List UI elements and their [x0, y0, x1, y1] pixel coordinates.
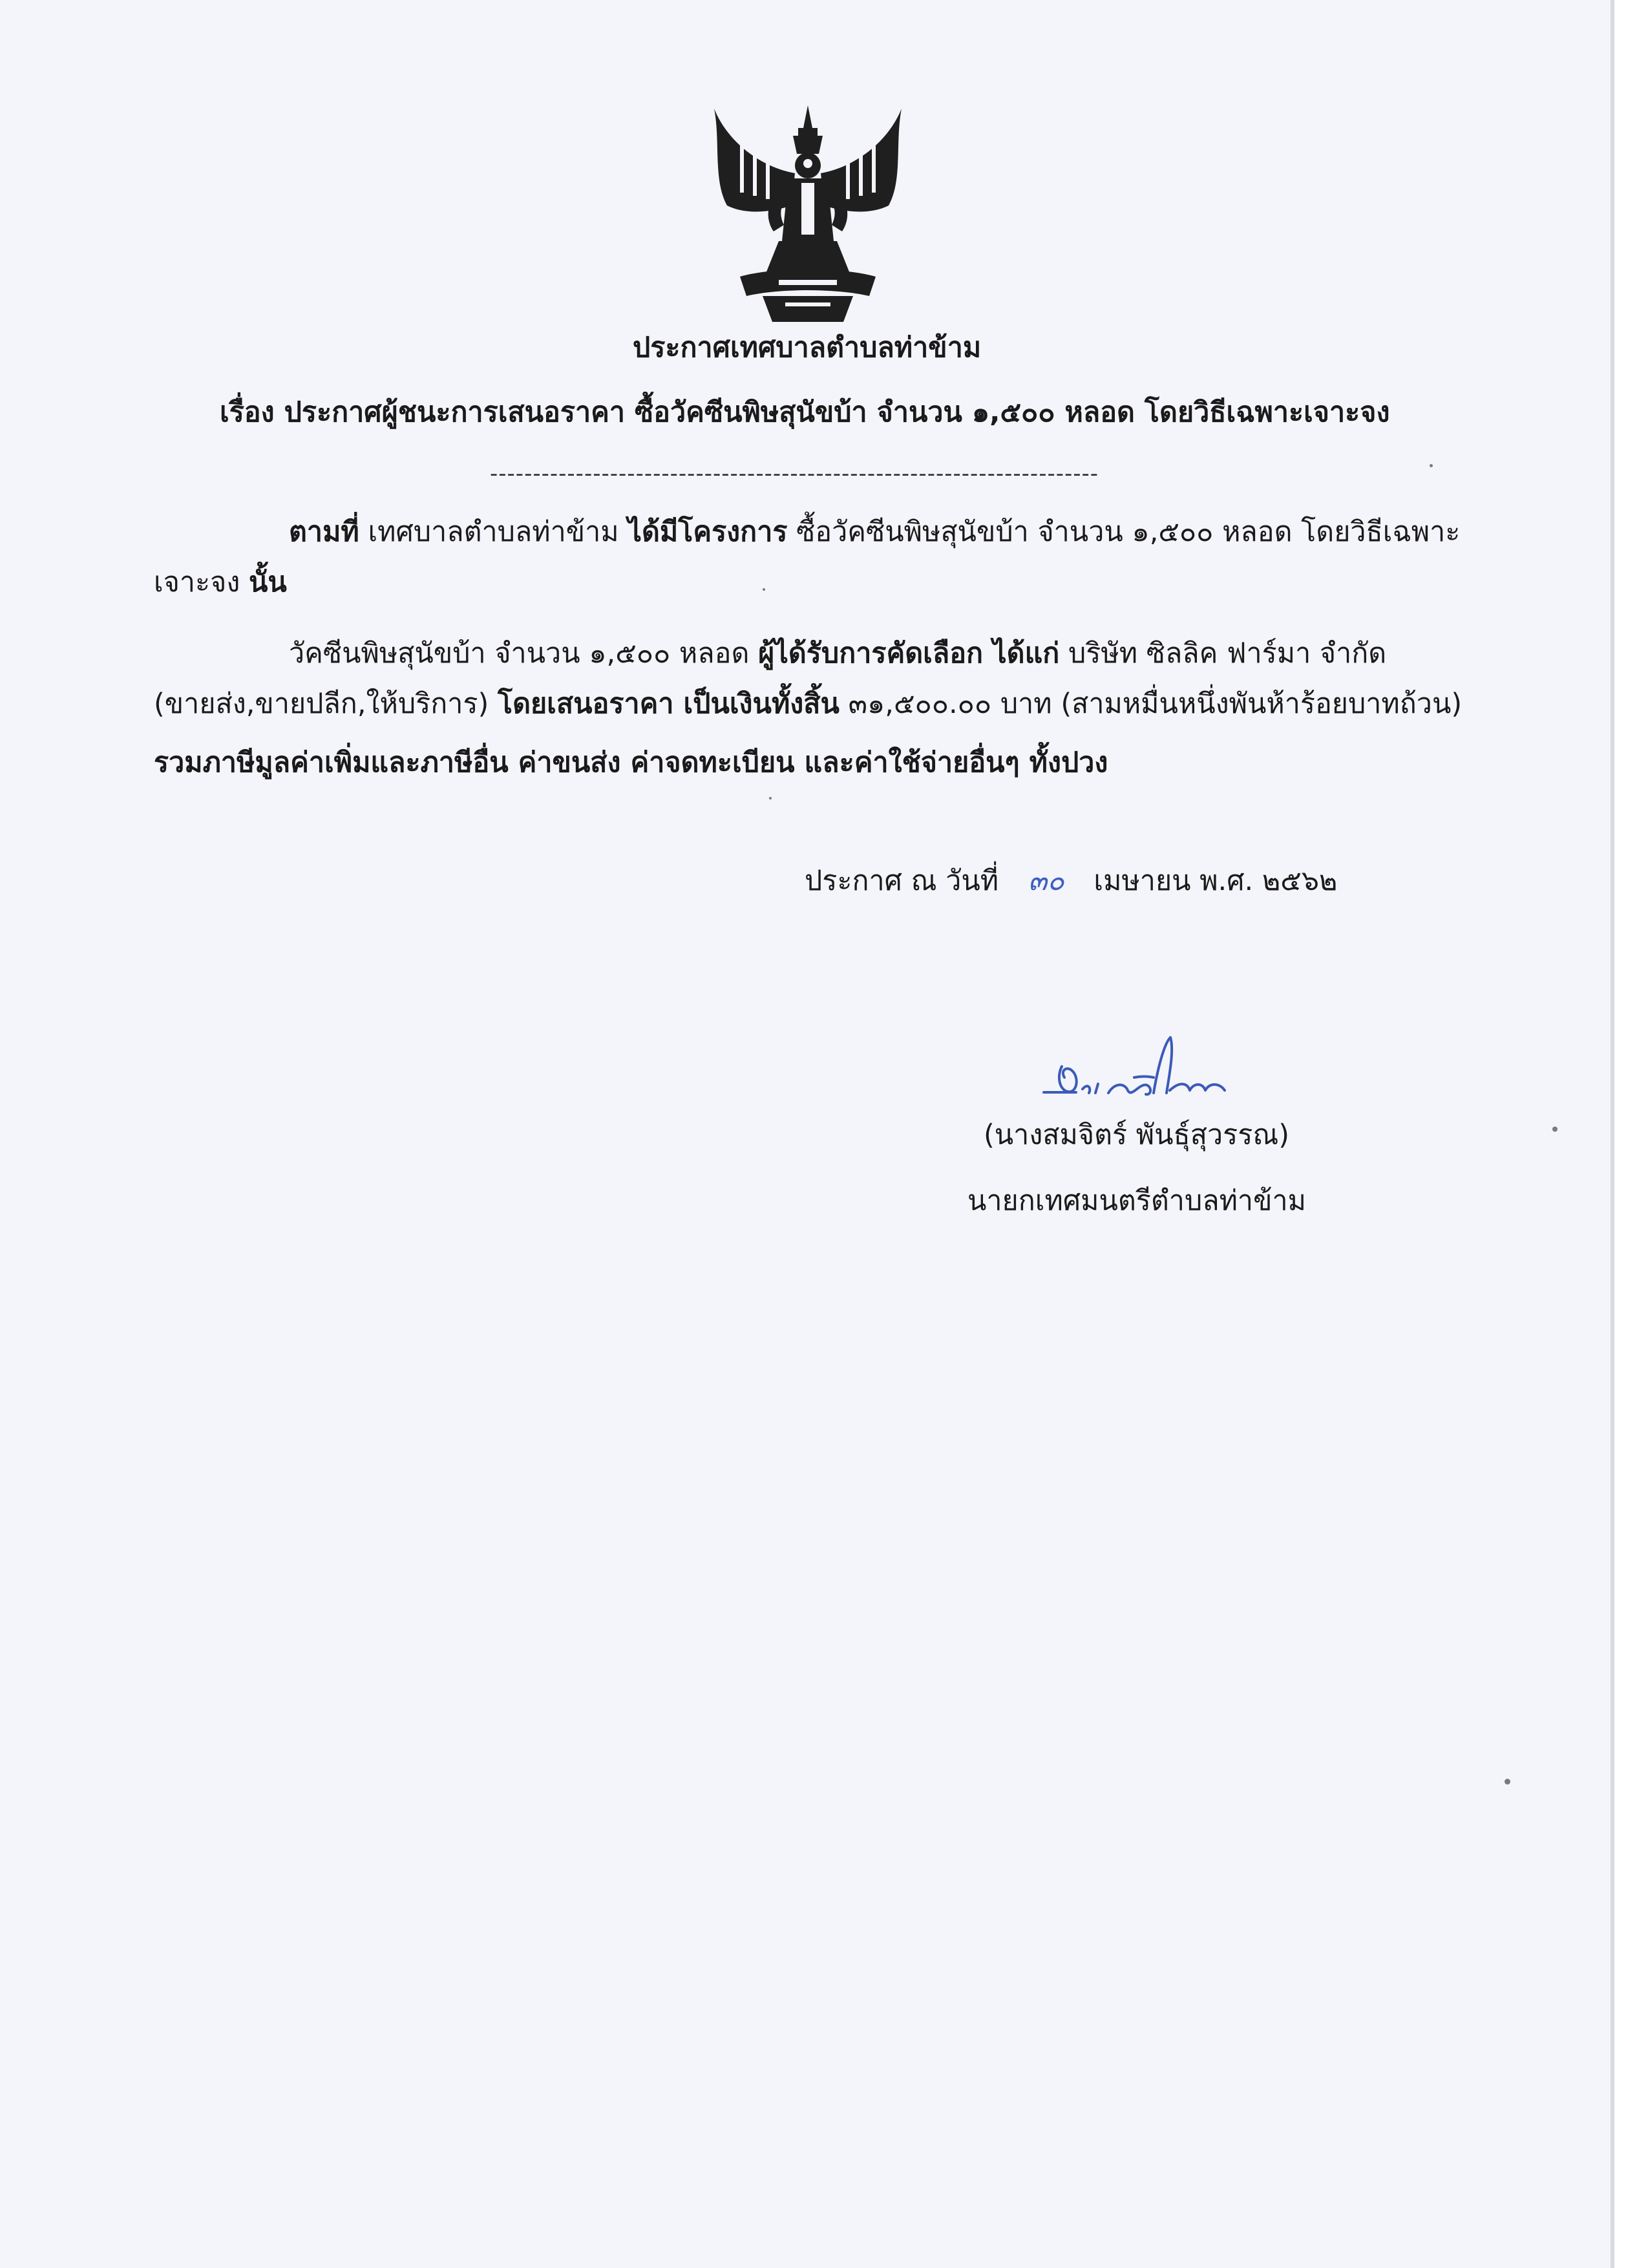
p2-offer-label: โดยเสนอราคา เป็นเงินทั้งสิ้น [497, 688, 840, 720]
header-divider: ----------------------------------------------------------------------- [490, 461, 1099, 487]
signature-icon [1037, 1031, 1244, 1115]
p2-amount-words: (สามหมื่นหนึ่งพันห้าร้อยบาทถ้วน) [1061, 688, 1463, 720]
scan-speck [763, 588, 765, 591]
p1-line2-text: เจาะจง [154, 566, 240, 599]
announcement-date [805, 862, 1337, 900]
paragraph-2-line-2 [154, 684, 1462, 723]
paragraph-1-line-1 [289, 513, 1460, 551]
p1-project-label: ได้มีโครงการ [628, 516, 788, 548]
p2-amount: ๓๑,๕๐๐.๐๐ [848, 688, 992, 720]
scan-speck [769, 797, 772, 800]
scan-speck [1505, 1779, 1510, 1785]
scan-speck [1430, 464, 1433, 467]
p2-selected-label: ผู้ได้รับการคัดเลือก ได้แก่ [758, 637, 1060, 670]
signatory-name: (นางสมจิตร์ พันธุ์สุวรรณ) [984, 1119, 1290, 1151]
p1-lead: ตามที่ [289, 516, 359, 548]
date-day: ๓๐ [1028, 865, 1064, 897]
document-title: ประกาศเทศบาลตำบลท่าข้าม [633, 332, 982, 364]
paragraph-2-line-1 [289, 634, 1386, 673]
p2-currency: บาท [1000, 688, 1052, 720]
p2-item: วัคซีนพิษสุนัขบ้า จำนวน ๑,๕๐๐ หลอด [289, 637, 750, 670]
paragraph-1-line-2 [154, 563, 287, 602]
document-subject [220, 393, 1389, 432]
subject-label: เรื่อง [220, 396, 275, 429]
scan-edge [1611, 0, 1614, 2268]
subject-text: ประกาศผู้ชนะการเสนอราคา ซื้อวัคซีนพิษสุนัขบ้า จำนวน ๑,๕๐๐ หลอด โดยวิธีเฉพาะเจาะจง [284, 396, 1390, 429]
scan-speck [1552, 1127, 1558, 1132]
paragraph-2-line-3: รวมภาษีมูลค่าเพิ่มและภาษีอื่น ค่าขนส่ง ค่าจดทะเบียน และค่าใช้จ่ายอื่นๆ ทั้งปวง [154, 747, 1108, 779]
p1-org: เทศบาลตำบลท่าข้าม [368, 516, 619, 548]
date-label: ประกาศ ณ วันที่ [805, 865, 999, 897]
garuda-emblem-icon [701, 102, 914, 328]
p2-winner-type: (ขายส่ง,ขายปลีก,ให้บริการ) [154, 688, 489, 720]
p2-winner: บริษัท ซิลลิค ฟาร์มา จำกัด [1068, 637, 1387, 670]
p1-line2-end: นั้น [249, 566, 287, 599]
signatory-position: นายกเทศมนตรีตำบลท่าข้าม [967, 1185, 1306, 1217]
p1-line1-rest: ซื้อวัคซีนพิษสุนัขบ้า จำนวน ๑,๕๐๐ หลอด โดยวิธีเฉพาะ [796, 516, 1461, 548]
date-month-year: เมษายน พ.ศ. ๒๕๖๒ [1093, 865, 1338, 897]
